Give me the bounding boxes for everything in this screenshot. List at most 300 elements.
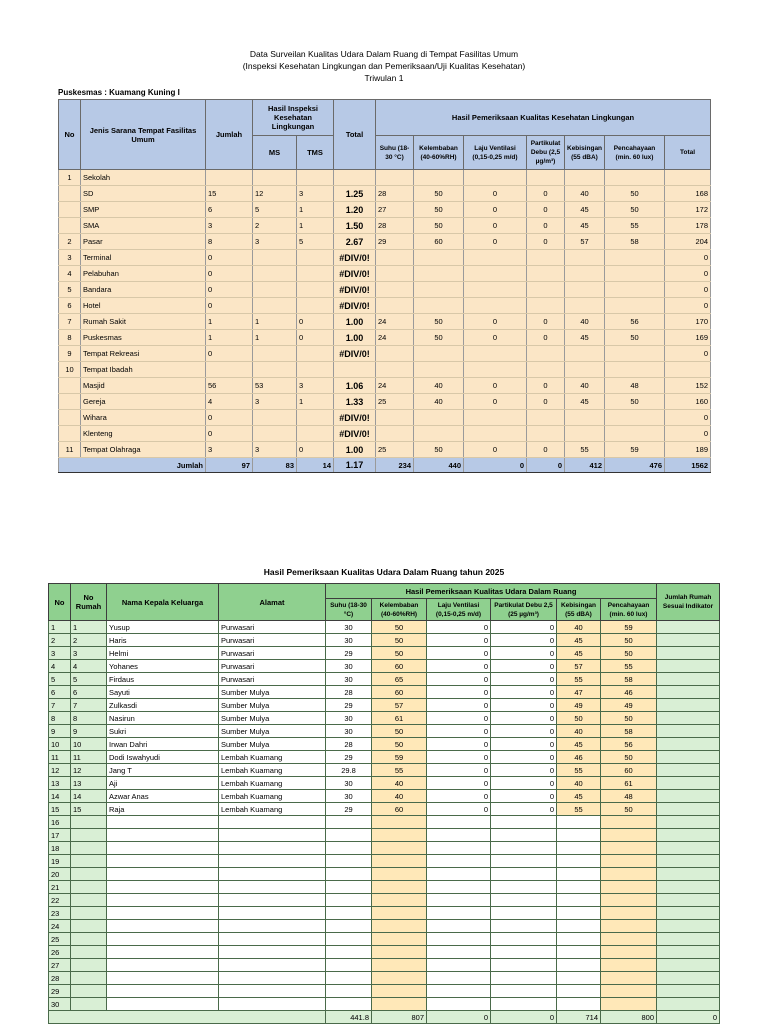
- cell-jumlah: [206, 170, 253, 186]
- cell-part: 0: [527, 218, 565, 234]
- cell-jr: [657, 920, 720, 933]
- cell-part: 0: [491, 712, 557, 725]
- cell-jr: [657, 725, 720, 738]
- cell-laju: [464, 282, 527, 298]
- cell-kel: [372, 842, 427, 855]
- cell-suhu: 30: [326, 790, 372, 803]
- cell-pencah: [601, 998, 657, 1011]
- cell-nama: [107, 907, 219, 920]
- cell-nr: 6: [71, 686, 107, 699]
- cell-kel: [372, 816, 427, 829]
- cell-laju: [464, 266, 527, 282]
- cell-suhu: [326, 855, 372, 868]
- cell-nama: [107, 985, 219, 998]
- cell-jumlah: 0: [206, 266, 253, 282]
- cell-part: [491, 998, 557, 1011]
- cell-kel: [414, 346, 464, 362]
- cell-laju: [427, 946, 491, 959]
- cell-part: [491, 959, 557, 972]
- cell-no: [59, 410, 81, 426]
- cell-kel: [414, 298, 464, 314]
- list-item: [49, 660, 720, 673]
- header-hasil-pemeriksaan: Hasil Pemeriksaan Kualitas Kesehatan Lingkungan: [376, 100, 711, 136]
- cell-nr: [71, 868, 107, 881]
- cell-nama: [107, 959, 219, 972]
- cell-laju: [464, 298, 527, 314]
- list-item: [49, 842, 720, 855]
- cell-tot: 204: [665, 234, 711, 250]
- cell-jumlah: 0: [206, 426, 253, 442]
- header-total-pemeriksaan: Total: [665, 136, 711, 170]
- header-kebisingan: Kebisingan (55 dBA): [565, 136, 605, 170]
- cell-kebis: 57: [565, 234, 605, 250]
- cell-part: 0: [491, 621, 557, 634]
- cell-kel: 50: [414, 442, 464, 458]
- table-row: [59, 202, 711, 218]
- table-row: [59, 378, 711, 394]
- cell-tot: 169: [665, 330, 711, 346]
- cell-nr: [71, 920, 107, 933]
- cell-suhu: 29: [326, 699, 372, 712]
- cell-suhu: [326, 907, 372, 920]
- cell-alamat: Purwasari: [219, 660, 326, 673]
- list-item: [49, 933, 720, 946]
- cell-laju: 0: [464, 442, 527, 458]
- cell-ms: [253, 410, 297, 426]
- cell-jr: [657, 855, 720, 868]
- cell-kebis: 45: [565, 202, 605, 218]
- cell-no: 3: [49, 647, 71, 660]
- cell-laju: [464, 410, 527, 426]
- cell-part: 0: [491, 803, 557, 816]
- cell-tot: 0: [665, 250, 711, 266]
- cell-kebis: 45: [565, 330, 605, 346]
- cell-name: Puskesmas: [81, 330, 206, 346]
- cell-suhu: 28: [326, 686, 372, 699]
- cell-kel: [372, 907, 427, 920]
- cell-nama: Irwan Dahri: [107, 738, 219, 751]
- cell-suhu: 30: [326, 621, 372, 634]
- cell-part: 0: [527, 202, 565, 218]
- cell-jr: [657, 972, 720, 985]
- cell-nr: [71, 907, 107, 920]
- cell-tot: 168: [665, 186, 711, 202]
- cell-kebis: [557, 985, 601, 998]
- cell-pencah: [605, 250, 665, 266]
- header-laju-ventilasi: Laju Ventilasi (0,15-0,25 m/d): [464, 136, 527, 170]
- cell-alamat: [219, 998, 326, 1011]
- total-laju: 0: [464, 458, 527, 473]
- cell-nama: Jang T: [107, 764, 219, 777]
- cell-suhu: 29.8: [326, 764, 372, 777]
- header-no: No: [59, 100, 81, 170]
- cell-suhu: [376, 426, 414, 442]
- cell-ms: [253, 426, 297, 442]
- cell-pencah: [601, 829, 657, 842]
- h2-total-kelembaban: 807: [372, 1011, 427, 1024]
- cell-suhu: 30: [326, 634, 372, 647]
- cell-no: 21: [49, 881, 71, 894]
- table-row: [59, 314, 711, 330]
- cell-nr: [71, 842, 107, 855]
- cell-tot: 160: [665, 394, 711, 410]
- cell-kebis: [565, 426, 605, 442]
- cell-pencah: [601, 959, 657, 972]
- cell-tms: 1: [297, 202, 334, 218]
- cell-alamat: [219, 881, 326, 894]
- cell-no: 9: [59, 346, 81, 362]
- h2-kebisingan: Kebisingan (55 dBA): [557, 599, 601, 621]
- cell-suhu: [326, 946, 372, 959]
- cell-kebis: 47: [557, 686, 601, 699]
- cell-suhu: 28: [376, 218, 414, 234]
- puskesmas-label: Puskesmas : Kuamang Kuning I: [58, 88, 180, 97]
- cell-no: 8: [59, 330, 81, 346]
- total-tms: 14: [297, 458, 334, 473]
- cell-kel: 50: [414, 186, 464, 202]
- cell-pencah: [601, 907, 657, 920]
- cell-total: #DIV/0!: [334, 298, 376, 314]
- cell-suhu: 30: [326, 777, 372, 790]
- cell-alamat: [219, 972, 326, 985]
- cell-pencah: 50: [605, 186, 665, 202]
- cell-no: 30: [49, 998, 71, 1011]
- cell-laju: [464, 170, 527, 186]
- table-row: [59, 266, 711, 282]
- cell-suhu: [376, 346, 414, 362]
- cell-laju: [427, 829, 491, 842]
- cell-kel: 50: [372, 738, 427, 751]
- h2-alamat: Alamat: [219, 584, 326, 621]
- cell-kel: [414, 170, 464, 186]
- cell-kebis: 40: [557, 777, 601, 790]
- cell-total: [334, 362, 376, 378]
- cell-total: 1.00: [334, 314, 376, 330]
- cell-pencah: [605, 410, 665, 426]
- cell-nr: 13: [71, 777, 107, 790]
- cell-kel: [372, 894, 427, 907]
- cell-part: [491, 946, 557, 959]
- cell-kebis: 40: [557, 725, 601, 738]
- cell-no: [59, 186, 81, 202]
- cell-no: [59, 202, 81, 218]
- cell-no: 16: [49, 816, 71, 829]
- cell-pencah: 50: [601, 712, 657, 725]
- h2-laju: Laju Ventilasi (0,15-0,25 m/d): [427, 599, 491, 621]
- list-item: [49, 777, 720, 790]
- cell-jr: [657, 816, 720, 829]
- cell-nr: [71, 998, 107, 1011]
- cell-part: 0: [491, 777, 557, 790]
- cell-alamat: [219, 985, 326, 998]
- cell-nama: Yohanes: [107, 660, 219, 673]
- cell-pencah: [601, 855, 657, 868]
- cell-nr: [71, 985, 107, 998]
- cell-suhu: 24: [376, 314, 414, 330]
- cell-no: 25: [49, 933, 71, 946]
- cell-jr: [657, 751, 720, 764]
- cell-tot: 172: [665, 202, 711, 218]
- cell-total: #DIV/0!: [334, 282, 376, 298]
- cell-no: 29: [49, 985, 71, 998]
- cell-pencah: 61: [601, 777, 657, 790]
- cell-laju: [464, 346, 527, 362]
- cell-kebis: [557, 829, 601, 842]
- cell-suhu: [326, 920, 372, 933]
- cell-kel: 61: [372, 712, 427, 725]
- cell-no: 18: [49, 842, 71, 855]
- cell-nama: Haris: [107, 634, 219, 647]
- cell-tot: [665, 362, 711, 378]
- cell-part: [527, 426, 565, 442]
- cell-ms: 53: [253, 378, 297, 394]
- cell-kebis: 40: [565, 186, 605, 202]
- total-grand: 1562: [665, 458, 711, 473]
- h2-no: No: [49, 584, 71, 621]
- list-item: [49, 738, 720, 751]
- cell-kel: [414, 282, 464, 298]
- cell-ms: 2: [253, 218, 297, 234]
- cell-part: 0: [491, 673, 557, 686]
- cell-kel: 55: [372, 764, 427, 777]
- cell-kebis: 55: [565, 442, 605, 458]
- cell-part: [527, 250, 565, 266]
- h2-total-jumlah: 0: [657, 1011, 720, 1024]
- cell-kel: 50: [414, 202, 464, 218]
- cell-jumlah: 15: [206, 186, 253, 202]
- cell-kel: 59: [372, 751, 427, 764]
- cell-nama: [107, 933, 219, 946]
- cell-jr: [657, 790, 720, 803]
- cell-alamat: [219, 920, 326, 933]
- cell-alamat: Lembah Kuamang: [219, 803, 326, 816]
- cell-suhu: [326, 842, 372, 855]
- cell-pencah: 46: [601, 686, 657, 699]
- cell-pencah: [601, 972, 657, 985]
- cell-tot: 0: [665, 298, 711, 314]
- cell-no: 3: [59, 250, 81, 266]
- cell-suhu: 29: [326, 803, 372, 816]
- cell-suhu: 24: [376, 330, 414, 346]
- cell-alamat: Purwasari: [219, 634, 326, 647]
- cell-alamat: Lembah Kuamang: [219, 790, 326, 803]
- cell-alamat: Purwasari: [219, 621, 326, 634]
- header-partikulat: Partikulat Debu (2,5 µg/m³): [527, 136, 565, 170]
- cell-total: 2.67: [334, 234, 376, 250]
- table-row: [59, 170, 711, 186]
- cell-kel: [372, 972, 427, 985]
- cell-nr: 4: [71, 660, 107, 673]
- cell-part: 0: [527, 442, 565, 458]
- cell-kel: [372, 920, 427, 933]
- cell-nama: Helmi: [107, 647, 219, 660]
- cell-suhu: 30: [326, 660, 372, 673]
- cell-kebis: 50: [557, 712, 601, 725]
- cell-no: 19: [49, 855, 71, 868]
- cell-laju: 0: [427, 673, 491, 686]
- cell-kel: [414, 250, 464, 266]
- cell-jr: [657, 621, 720, 634]
- household-table: [48, 583, 720, 1024]
- cell-no: 14: [49, 790, 71, 803]
- cell-nama: [107, 842, 219, 855]
- cell-nr: 3: [71, 647, 107, 660]
- cell-jr: [657, 959, 720, 972]
- cell-suhu: 29: [326, 647, 372, 660]
- cell-alamat: Sumber Mulya: [219, 725, 326, 738]
- h2-pencahayaan: Pencahayaan (min. 60 lux): [601, 599, 657, 621]
- cell-pencah: 50: [601, 751, 657, 764]
- cell-kebis: [565, 410, 605, 426]
- report1-title-line1: Data Surveilan Kualitas Udara Dalam Ruang di Tempat Fasilitas Umum: [249, 49, 519, 59]
- cell-pencah: [601, 933, 657, 946]
- cell-no: [59, 426, 81, 442]
- cell-alamat: Purwasari: [219, 673, 326, 686]
- cell-suhu: 29: [376, 234, 414, 250]
- cell-part: [491, 829, 557, 842]
- cell-laju: [427, 894, 491, 907]
- cell-tot: 189: [665, 442, 711, 458]
- cell-nama: Raja: [107, 803, 219, 816]
- cell-suhu: 25: [376, 442, 414, 458]
- report1-title-line3: Triwulan 1: [364, 73, 404, 83]
- header-hasil-inspeksi: Hasil Inspeksi Kesehatan Lingkungan: [253, 100, 334, 136]
- cell-suhu: 28: [326, 738, 372, 751]
- cell-no: [59, 378, 81, 394]
- cell-laju: 0: [427, 803, 491, 816]
- cell-tms: 0: [297, 330, 334, 346]
- cell-ms: 5: [253, 202, 297, 218]
- cell-name: Tempat Olahraga: [81, 442, 206, 458]
- cell-suhu: 25: [376, 394, 414, 410]
- header-jenis-sarana: Jenis Sarana Tempat Fasilitas Umum: [81, 100, 206, 170]
- cell-name: Rumah Sakit: [81, 314, 206, 330]
- cell-laju: 0: [464, 202, 527, 218]
- cell-tms: 0: [297, 314, 334, 330]
- cell-kel: 60: [372, 660, 427, 673]
- cell-alamat: [219, 829, 326, 842]
- cell-nr: [71, 816, 107, 829]
- cell-name: Hotel: [81, 298, 206, 314]
- cell-kebis: 46: [557, 751, 601, 764]
- cell-tms: [297, 426, 334, 442]
- cell-pencah: 50: [601, 634, 657, 647]
- cell-kebis: [565, 362, 605, 378]
- cell-pencah: 56: [605, 314, 665, 330]
- cell-name: Terminal: [81, 250, 206, 266]
- cell-nr: [71, 855, 107, 868]
- cell-jr: [657, 842, 720, 855]
- cell-nr: 11: [71, 751, 107, 764]
- cell-name: Tempat Rekreasi: [81, 346, 206, 362]
- cell-laju: 0: [427, 634, 491, 647]
- cell-suhu: [326, 985, 372, 998]
- cell-kebis: 40: [565, 378, 605, 394]
- cell-kebis: [557, 842, 601, 855]
- cell-pencah: 50: [605, 330, 665, 346]
- cell-ms: [253, 362, 297, 378]
- cell-nama: Dodi Iswahyudi: [107, 751, 219, 764]
- cell-no: 6: [49, 686, 71, 699]
- cell-tms: [297, 410, 334, 426]
- cell-pencah: [605, 362, 665, 378]
- cell-kel: 40: [414, 394, 464, 410]
- list-item: [49, 998, 720, 1011]
- cell-nr: [71, 972, 107, 985]
- cell-name: Pelabuhan: [81, 266, 206, 282]
- cell-no: [59, 218, 81, 234]
- cell-suhu: 27: [376, 202, 414, 218]
- cell-kel: 40: [372, 777, 427, 790]
- cell-jr: [657, 699, 720, 712]
- report2-title: Hasil Pemeriksaan Kualitas Udara Dalam Ruang tahun 2025: [263, 567, 505, 577]
- cell-kebis: 45: [565, 394, 605, 410]
- cell-no: 11: [59, 442, 81, 458]
- h2-nama: Nama Kepala Keluarga: [107, 584, 219, 621]
- cell-pencah: [605, 266, 665, 282]
- cell-name: Tempat Ibadah: [81, 362, 206, 378]
- cell-pencah: 58: [601, 725, 657, 738]
- cell-nama: [107, 894, 219, 907]
- cell-laju: 0: [427, 751, 491, 764]
- cell-total: #DIV/0!: [334, 266, 376, 282]
- cell-pencah: 50: [605, 394, 665, 410]
- cell-alamat: Purwasari: [219, 647, 326, 660]
- cell-tot: 178: [665, 218, 711, 234]
- cell-kebis: 49: [557, 699, 601, 712]
- cell-no: [59, 394, 81, 410]
- cell-jumlah: [206, 362, 253, 378]
- cell-suhu: [376, 362, 414, 378]
- cell-nr: [71, 829, 107, 842]
- cell-part: 0: [527, 314, 565, 330]
- cell-alamat: [219, 933, 326, 946]
- cell-no: 17: [49, 829, 71, 842]
- list-item: [49, 868, 720, 881]
- list-item: [49, 829, 720, 842]
- cell-suhu: [376, 298, 414, 314]
- cell-jumlah: 1: [206, 330, 253, 346]
- cell-part: 0: [491, 699, 557, 712]
- cell-tot: 0: [665, 346, 711, 362]
- total-ms: 83: [253, 458, 297, 473]
- cell-tot: 170: [665, 314, 711, 330]
- cell-nama: [107, 946, 219, 959]
- cell-alamat: [219, 868, 326, 881]
- cell-suhu: [326, 972, 372, 985]
- cell-part: 0: [491, 725, 557, 738]
- cell-suhu: [326, 868, 372, 881]
- cell-jumlah: 0: [206, 346, 253, 362]
- cell-kebis: [565, 282, 605, 298]
- cell-total: #DIV/0!: [334, 410, 376, 426]
- cell-suhu: [326, 933, 372, 946]
- cell-part: 0: [491, 764, 557, 777]
- cell-kel: [414, 266, 464, 282]
- cell-pencah: [605, 426, 665, 442]
- cell-alamat: Sumber Mulya: [219, 699, 326, 712]
- cell-no: 10: [59, 362, 81, 378]
- list-item: [49, 972, 720, 985]
- cell-jumlah: 1: [206, 314, 253, 330]
- cell-kebis: 40: [557, 621, 601, 634]
- cell-pencah: [601, 894, 657, 907]
- cell-alamat: Sumber Mulya: [219, 712, 326, 725]
- cell-kel: [414, 362, 464, 378]
- cell-nr: 7: [71, 699, 107, 712]
- header-kelembaban: Kelembaban (40-60%RH): [414, 136, 464, 170]
- table-row: [59, 394, 711, 410]
